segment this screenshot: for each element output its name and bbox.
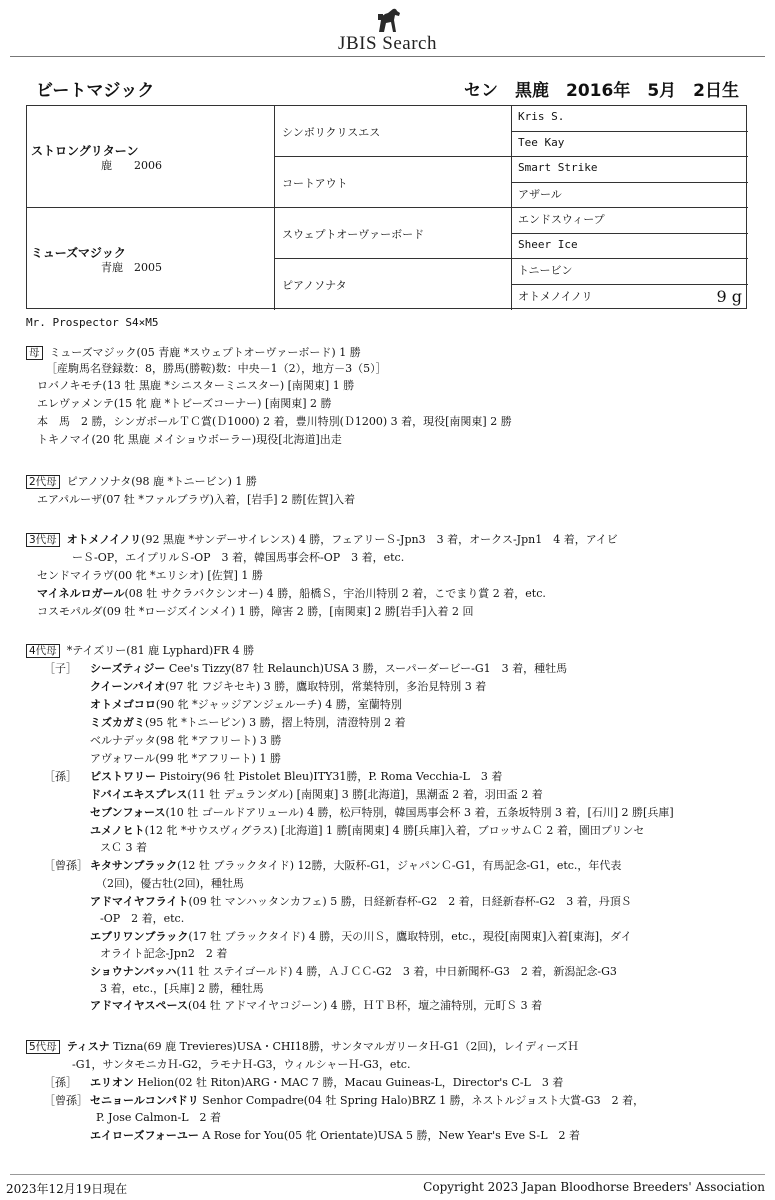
dam-section-line <box>26 345 361 361</box>
footer-divider <box>10 1174 765 1175</box>
gen2-line: エアパルーザ(07 牡 *ファルブラヴ)入着，[岩手] 2 勝[佐賀]入着 <box>37 493 356 506</box>
dam-section-line: ［産駒馬名登録数：8，勝馬(勝鞍)数：中央－1（2），地方－3（5）］ <box>46 362 387 375</box>
gen4-line: （2回)，優古牡(2回)，種牡馬 <box>96 877 244 890</box>
gen4-tag: 4代母 <box>26 644 60 658</box>
gen4-line-text: (90 牝 *ジャッジアンジェルーチ) 4 勝，室蘭特別 <box>155 698 402 711</box>
pedigree-ssd[interactable] <box>512 132 748 158</box>
header-divider <box>10 56 765 57</box>
footer-copyright: Copyright 2023 Japan Bloodhorse Breeders' Association <box>423 1180 765 1194</box>
gen3-tag: 3代母 <box>26 533 60 547</box>
gen3-line: ーＳ-OP，エイプリルＳ-OP 3 着，韓国馬事会杯-OP 3 着，etc. <box>72 551 405 564</box>
sd-name: コートアウト <box>282 177 348 190</box>
horse-info: セン 黒鹿 2016年 5月 2日生 <box>464 81 739 101</box>
sds-name: Smart Strike <box>518 161 598 174</box>
dam-name: ミューズマジック <box>31 246 126 260</box>
gen5-tag: 5代母 <box>26 1040 60 1054</box>
gen4-line <box>26 643 254 659</box>
sdd-name: アザール <box>518 187 562 201</box>
gen4-line: 3 着，etc.，[兵庫] 2 勝，種牡馬 <box>100 982 264 995</box>
gen4-horse-name[interactable]: オトメゴコロ <box>90 698 156 711</box>
pedigree-dd[interactable] <box>275 259 512 310</box>
pedigree-sd[interactable] <box>275 157 512 208</box>
gen5-horse-name[interactable]: エイローズフォーユー <box>90 1129 199 1142</box>
pedigree-dss[interactable] <box>512 208 748 234</box>
dd-name: ピアノソナタ <box>282 279 347 292</box>
gen4-horse-name[interactable]: クイーンパイオ <box>90 680 166 693</box>
gen4-horse-name[interactable]: アドマイヤフライト <box>90 895 189 908</box>
gen5-line <box>26 1039 579 1055</box>
gen4-line-text: *テイズリー(81 鹿 Lyphard)FR 4 勝 <box>66 644 255 657</box>
pedigree-sdd[interactable] <box>512 183 748 209</box>
gen4-horse-name[interactable]: ピストワリー <box>90 770 156 783</box>
gen4-line: ベルナデッタ(98 牝 *アフリート) 3 勝 <box>90 734 282 747</box>
generation-count: 9 g <box>716 286 742 306</box>
horse-title-row <box>26 76 749 100</box>
horse-name: ビートマジック <box>36 81 155 101</box>
gen4-line-text: Cee's Tizzy(87 牡 Relaunch)USA 3 勝，スーパーダービー-G1 3 着，種牡馬 <box>165 662 568 675</box>
gen4-line <box>90 697 402 713</box>
gen2-tag: 2代母 <box>26 475 60 489</box>
pedigree-sire[interactable] <box>27 106 275 208</box>
gen5-line-text: Senhor Compadre(04 牡 Spring Halo)BRZ 1 勝，ネストルジョスト大賞-G3 2 着， <box>198 1094 645 1107</box>
logo-text: JBIS Search <box>338 33 437 54</box>
gen4-line <box>44 661 567 677</box>
gen3-line: センドマイラヴ(00 牝 *エリシオ) [佐賀] 1 勝 <box>37 569 263 582</box>
ss-name: シンボリクリスエス <box>282 126 381 139</box>
gen5-relation-label: ［曾孫］ <box>44 1094 88 1107</box>
gen4-line: アヴォワール(99 牝 *アフリート) 1 勝 <box>90 752 281 765</box>
gen5-line <box>90 1128 580 1144</box>
gen4-horse-name[interactable]: ユメノヒト <box>90 824 145 837</box>
gen4-horse-name[interactable]: ショウナンバッハ <box>90 965 177 978</box>
gen5-horse-name[interactable]: エリオン <box>90 1076 134 1089</box>
pedigree-ddd[interactable] <box>512 285 748 311</box>
gen4-horse-name[interactable]: シーズティジー <box>90 662 166 675</box>
gen4-horse-name[interactable]: ミズカガミ <box>90 716 145 729</box>
dss-name: エンドスウィープ <box>518 213 605 226</box>
gen4-line <box>90 964 617 980</box>
pedigree-table <box>26 105 747 309</box>
gen5-horse-name[interactable]: セニョールコンパドリ <box>90 1094 199 1107</box>
gen4-horse-name[interactable]: セブンフォース <box>90 806 166 819</box>
gen5-line <box>44 1093 644 1109</box>
dam-line-text: ミューズマジック(05 青鹿 *スウェプトオーヴァーボード) 1 勝 <box>49 346 361 359</box>
sire-name: ストロングリターン <box>31 144 139 158</box>
gen2-line-text: ピアノソナタ(98 鹿 *トニービン) 1 勝 <box>66 475 257 488</box>
dam-section-line: エレヴァメンテ(15 牝 鹿 *トビーズコーナー) [南関東] 2 勝 <box>37 397 332 410</box>
gen4-line <box>90 894 632 910</box>
inbreeding-note: Mr. Prospector S4×M5 <box>26 316 159 329</box>
gen4-line: オライト記念-Jpn2 2 着 <box>100 947 228 960</box>
dam-detail: 青鹿 2005 <box>101 261 162 274</box>
gen4-line-text: (95 牝 *トニービン) 3 勝，摺上特別，清澄特別 2 着 <box>145 716 406 729</box>
dsd-name: Sheer Ice <box>518 237 578 251</box>
gen4-horse-name[interactable]: エブリワンブラック <box>90 930 189 943</box>
gen4-horse-name[interactable]: ドバイエキスプレス <box>90 788 188 801</box>
ds-name: スウェプトオーヴァーボード <box>282 228 425 241</box>
gen4-line <box>44 769 502 785</box>
pedigree-ds[interactable] <box>275 208 512 259</box>
gen3-line: コスモパルダ(09 牡 *ロージズインメイ) 1 勝，障害 2 勝，[南関東] 2 勝[岩手]入着 2 回 <box>37 605 474 618</box>
gen5-line-text: Tizna(69 鹿 Trevieres)USA・CHI18勝，サンタマルガリータＨ-G1（2回)，レイディーズＨ <box>109 1040 579 1053</box>
gen4-line <box>90 715 406 731</box>
gen4-horse-name[interactable]: アドマイヤスペース <box>90 999 189 1012</box>
dam-section-line: ロバノキモチ(13 牡 黒鹿 *シニスターミニスター) [南関東] 1 勝 <box>37 379 355 392</box>
gen4-line: スＣ 3 着 <box>100 841 147 854</box>
gen4-line-text: (04 牡 アドマイヤコジーン) 4 勝，ＨＴＢ杯，壇之浦特別，元町Ｓ 3 着 <box>188 999 543 1012</box>
ddd-name: オトメノイノリ <box>518 289 593 303</box>
sss-name: Kris S. <box>518 110 565 123</box>
gen4-line <box>44 858 621 874</box>
dam-tag: 母 <box>26 346 43 360</box>
pedigree-dam[interactable] <box>27 208 275 310</box>
gen3-line-text: (08 牡 サクラバクシンオー) 4 勝，船橋Ｓ，宇治川特別 2 着，こでまり賞 2 着，etc. <box>124 587 546 600</box>
gen4-line-text: (12 牡 ブラックタイド) 12勝，大阪杯-G1，ジャパンＣ-G1，有馬記念-G1，etc.，年代表 <box>177 859 622 872</box>
gen4-relation-label: ［子］ <box>44 662 77 675</box>
gen3-line <box>37 586 546 602</box>
jbis-logo[interactable] <box>0 6 775 54</box>
gen4-line <box>90 929 632 945</box>
pedigree-sss[interactable] <box>512 106 748 132</box>
dam-section-line: 本 馬 2 勝，シンガポールＴＣ賞(Ｄ1000) 2 着，豊川特別(Ｄ1200) 3 着，現役[南関東] 2 勝 <box>37 415 512 428</box>
pedigree-ss[interactable] <box>275 106 512 157</box>
gen4-line-text: Pistoiry(96 牡 Pistolet Bleu)ITY31勝，P. Roma Vecchia-L 3 着 <box>156 770 503 783</box>
gen4-line <box>90 679 486 695</box>
dam-section-line: トキノマイ(20 牝 黒鹿 メイショウボーラー)現役[北海道]出走 <box>37 433 342 446</box>
gen5-line: P. Jose Calmon-L 2 着 <box>96 1111 221 1124</box>
gen5-horse-name[interactable]: ティスナ <box>66 1040 110 1053</box>
gen4-line-text: (09 牡 マンハッタンカフェ) 5 勝，日経新春杯-G2 2 着，日経新春杯-G2 3 着，丹頂Ｓ <box>188 895 632 908</box>
gen4-line-text: (11 牡 ステイゴールド) 4 勝，ＡＪＣＣ-G2 3 着，中日新聞杯-G3 2 着，新潟記念-G3 <box>176 965 617 978</box>
gen4-line-text: (10 牡 ゴールドアリュール) 4 勝，松戸特別，韓国馬事会杯 3 着，五条坂特別 3 着，[石川] 2 勝[兵庫] <box>165 806 674 819</box>
gen5-line-text: A Rose for You(05 牝 Orientate)USA 5 勝，New Year's Eve S-L 2 着 <box>198 1129 581 1142</box>
ssd-name: Tee Kay <box>518 135 565 149</box>
gen4-line <box>90 823 644 839</box>
gen4-horse-name[interactable]: キタサンブラック <box>90 859 178 872</box>
gen3-line <box>26 532 618 548</box>
gen4-line <box>90 998 542 1014</box>
gen5-line <box>44 1075 563 1091</box>
gen5-line-text: Helion(02 牡 Riton)ARG・MAC 7 勝，Macau Guineas-L，Director's C-L 3 着 <box>133 1076 564 1089</box>
gen4-line-text: (97 牝 フジキセキ) 3 勝，鷹取特別，常葉特別，多治見特別 3 着 <box>165 680 487 693</box>
gen4-line-text: (11 牡 デュランダル) [南関東] 3 勝[北海道]，黒潮盃 2 着，羽田盃 2 着 <box>187 788 543 801</box>
pedigree-sds[interactable] <box>512 157 748 183</box>
pedigree-dsd[interactable] <box>512 234 748 260</box>
gen4-line <box>90 787 543 803</box>
gen3-horse-name[interactable]: オトメノイノリ <box>66 533 142 546</box>
horse-logo-icon <box>369 6 407 34</box>
dds-name: トニービン <box>518 264 573 277</box>
gen3-horse-name[interactable]: マイネルロガール <box>37 587 125 600</box>
gen5-line: -G1，サンタモニカＨ-G2，ラモナＨ-G3，ウィルシャーＨ-G3，etc. <box>72 1058 411 1071</box>
gen4-relation-label: ［孫］ <box>44 770 77 783</box>
sire-detail: 鹿 2006 <box>101 159 162 172</box>
gen2-line <box>26 474 257 490</box>
pedigree-dds[interactable] <box>512 259 748 285</box>
gen4-line <box>90 805 674 821</box>
gen4-line-text: (12 牝 *サウスヴィグラス) [北海道] 1 勝[南関東] 4 勝[兵庫]入着，ブロッサムＣ 2 着，園田プリンセ <box>144 824 645 837</box>
footer-date: 2023年12月19日現在 <box>6 1182 128 1196</box>
gen5-relation-label: ［孫］ <box>44 1076 77 1089</box>
gen4-line: -OP 2 着，etc. <box>100 912 185 925</box>
gen3-line-text: (92 黒鹿 *サンデーサイレンス) 4 勝，フェアリーＳ-Jpn3 3 着，オークス-Jpn1 4 着，アイビ <box>141 533 618 546</box>
gen4-line-text: (17 牡 ブラックタイド) 4 勝，天の川Ｓ，鷹取特別，etc.，現役[南関東]入着[東海]，ダイ <box>188 930 632 943</box>
gen4-relation-label: ［曾孫］ <box>44 859 88 872</box>
